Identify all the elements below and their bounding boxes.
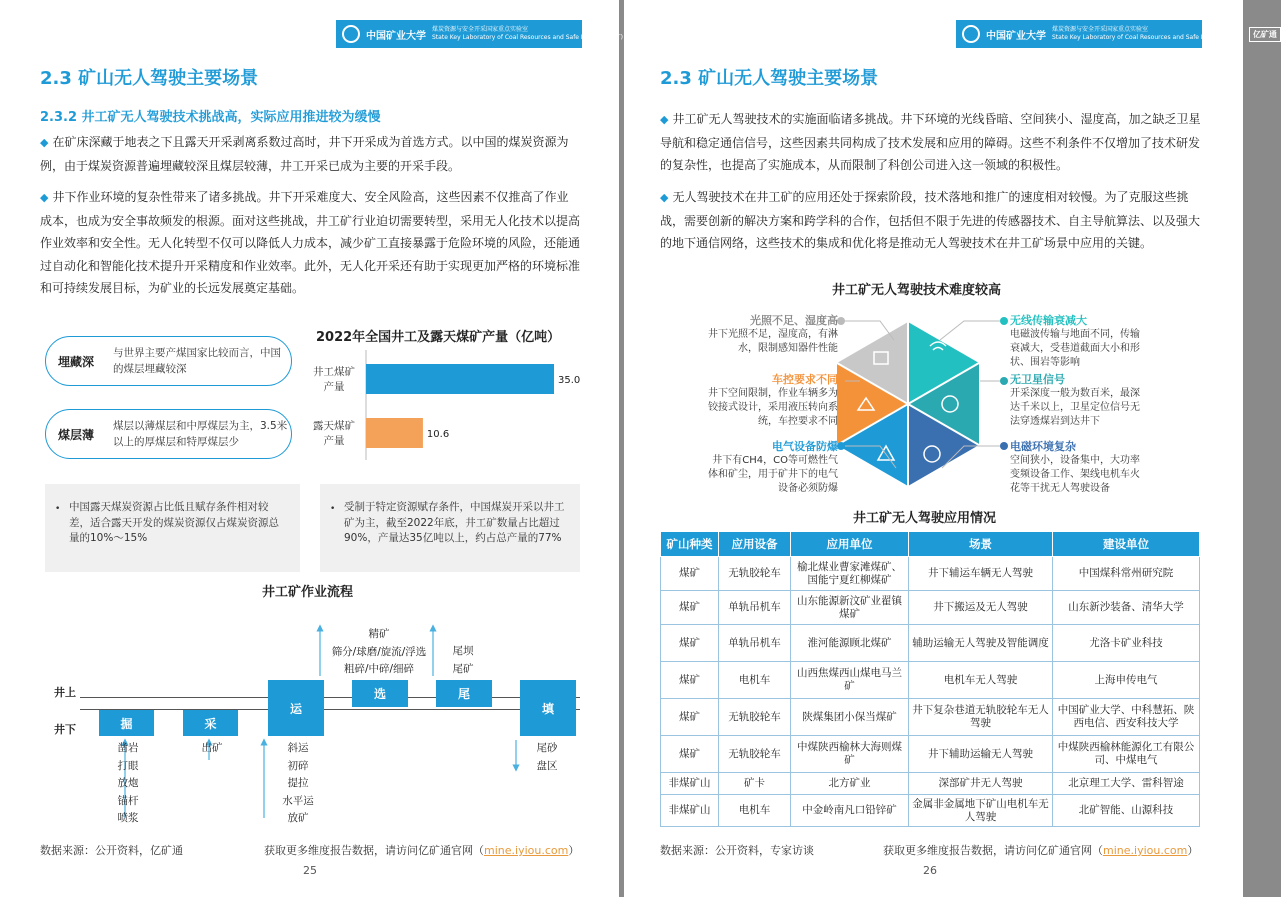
flow-step-cai: 采 <box>183 710 238 736</box>
section-title: 2.3 矿山无人驾驶主要场景 <box>40 68 259 89</box>
page-number: 26 <box>923 864 937 877</box>
flow-item-label: 尾砂 <box>536 742 558 754</box>
note-text: 中国露天煤炭资源占比低且赋存条件相对较差，适合露天开发的煤炭资源仅占煤炭资源总量的10%～15% <box>69 501 279 544</box>
category-label: 产量 <box>323 435 345 447</box>
more-info: 获取更多维度报告数据，请访问亿矿通官网（mine.iyiou.com） <box>883 844 1199 857</box>
lab-name: 煤炭资源与安全开采国家重点实验室 State Key Laboratory of Coal Resources and Safe Mining(CUMT) <box>432 26 623 41</box>
table-cell: 电机车 <box>719 662 791 699</box>
flow-title: 井工矿作业流程 <box>262 585 354 600</box>
bullet-dot-icon: • <box>55 504 61 514</box>
flow-item-label: 放炮 <box>117 777 139 789</box>
table-cell: 尤洛卡矿业科技 <box>1053 625 1200 662</box>
table-cell: 淮河能源顾北煤矿 <box>791 625 909 662</box>
table-cell: 上海申传电气 <box>1053 662 1200 699</box>
hex-label-explosion: 电气设备防爆 井下有CH4，CO等可燃性气体和矿尘，用于矿井下的电气设备必须防爆 <box>708 440 838 494</box>
lab-name: 煤炭资源与安全开采国家重点实验室 State Key Laboratory of Coal Resources and Safe Mining(CUMT) <box>1052 26 1243 41</box>
table-cell: 井下搬运及无人驾驶 <box>909 591 1053 625</box>
flow-step-jue: 掘 <box>99 710 154 736</box>
table-cell: 山西焦煤西山煤电马兰矿 <box>791 662 909 699</box>
flow-items-yun <box>270 740 326 828</box>
table-cell: 深部矿井无人驾驶 <box>909 773 1053 795</box>
table-header-row <box>661 532 1200 557</box>
flow-item-label: 初碎 <box>287 759 309 772</box>
table-cell: 井下复杂巷道无轨胶轮车无人驾驶 <box>909 699 1053 736</box>
flow-item-label: 筛分/球磨/旋流/浮选 <box>331 645 427 658</box>
table-cell: 中国矿业大学、中科慧拓、陕西电信、西安科技大学 <box>1053 699 1200 736</box>
table-cell: 煤矿 <box>661 591 719 625</box>
table-cell: 北方矿业 <box>791 773 909 795</box>
table-cell: 无轨胶轮车 <box>719 699 791 736</box>
above-ground-label: 井上 <box>54 686 76 699</box>
connector-dot <box>837 442 845 450</box>
flow-items-jue <box>110 740 146 828</box>
university-name: 中国矿业大学 <box>366 30 426 42</box>
table-cell: 榆北煤业曹家滩煤矿、国能宁夏红柳煤矿 <box>791 557 909 591</box>
connector-dot <box>1000 317 1008 325</box>
table-cell: 金属非金属地下矿山电机车无人驾驶 <box>909 795 1053 827</box>
page-number: 25 <box>303 864 317 877</box>
table-cell: 陕煤集团小保当煤矿 <box>791 699 909 736</box>
connector-dot <box>837 377 845 385</box>
flow-item-label: 斜运 <box>287 742 309 754</box>
bullet-diamond-icon: ◆ <box>40 136 49 149</box>
flow-items-cai <box>194 740 230 758</box>
category-label: 露天煤矿 <box>313 420 355 432</box>
flow-item-label: 喷浆 <box>117 812 139 824</box>
table-row <box>661 773 1200 795</box>
hex-label-electromagnetic: 电磁环境复杂 空间狭小，设备集中，大功率变频设备工作、架线电机车火花等干扰无人驾驶设备 <box>1010 440 1140 494</box>
brand-logo: 亿矿通 <box>1249 27 1281 42</box>
table-cell: 井下辅助运输无人驾驶 <box>909 736 1053 773</box>
bar-value-label: 35.0 <box>558 375 581 386</box>
table-cell: 煤矿 <box>661 557 719 591</box>
pill-text: 与世界主要产煤国家比较而言，中国的煤层埋藏较深 <box>113 347 281 375</box>
table-row <box>661 591 1200 625</box>
flow-item-label: 凿岩 <box>117 742 139 754</box>
table-cell: 煤矿 <box>661 625 719 662</box>
table-header: 应用设备 <box>719 532 791 557</box>
flow-item-label: 打眼 <box>117 759 139 772</box>
table-cell: 山东能源新汶矿业翟镇煤矿 <box>791 591 909 625</box>
table-cell: 中金岭南凡口铅锌矿 <box>791 795 909 827</box>
table-cell: 辅助运输无人驾驶及智能调度 <box>909 625 1053 662</box>
chart-title: 2022年全国井工及露天煤矿产量（亿吨） <box>316 330 561 345</box>
table-header: 场景 <box>909 532 1053 557</box>
section-title: 2.3 矿山无人驾驶主要场景 <box>660 68 879 89</box>
bullet-diamond-icon: ◆ <box>40 191 49 204</box>
hex-label-lighting: 光照不足、湿度高 井下光照不足，湿度高，有淋水，限制感知器件性能 <box>708 314 838 354</box>
flow-item-label: 出矿 <box>201 742 223 754</box>
table-cell: 非煤矿山 <box>661 773 719 795</box>
paragraph: ◆ 井工矿无人驾驶技术的实施面临诸多挑战。井下环境的光线昏暗、空间狭小、湿度高，加之缺乏卫星导航和稳定通信信号，这些因素共同构成了技术发展和应用的障碍。这些不利条件不仅增加了技术研发的复杂性，也提高了实施成本，从而限制了科创公司进入这一领域的积极性。 <box>660 112 1201 172</box>
table-cell: 井下辅运车辆无人驾驶 <box>909 557 1053 591</box>
bullet-dot-icon: • <box>330 504 336 514</box>
pill-tag: 埋藏深 <box>58 354 95 369</box>
flow-item-label: 放矿 <box>287 812 309 824</box>
note-text: 受制于特定资源赋存条件，中国煤炭开采以井工矿为主，截至2022年底，井工矿数量占比超过90%，产量达35亿吨以上，约占总产量的77% <box>344 501 565 544</box>
table-cell: 单轨吊机车 <box>719 625 791 662</box>
flow-item-label: 盘区 <box>536 759 558 772</box>
university-name: 中国矿业大学 <box>986 30 1046 42</box>
underground-label: 井下 <box>54 723 76 736</box>
table-cell: 电机车 <box>719 795 791 827</box>
table-cell: 非煤矿山 <box>661 795 719 827</box>
connector-dot <box>1000 377 1008 385</box>
subsection-title: 2.3.2 井工矿无人驾驶技术挑战高，实际应用推进较为缓慢 <box>40 110 381 125</box>
table-title: 井工矿无人驾驶应用情况 <box>853 511 997 526</box>
flow-items-xuan <box>320 626 438 679</box>
table-row <box>661 662 1200 699</box>
flow-step-xuan: 选 <box>352 680 408 707</box>
bullet-diamond-icon: ◆ <box>660 191 669 204</box>
table-row <box>661 625 1200 662</box>
flow-item-label: 尾坝 <box>452 645 474 657</box>
connector-dot <box>1000 442 1008 450</box>
website-link[interactable]: mine.iyiou.com <box>1103 844 1188 857</box>
table-cell: 北矿智能、山源科技 <box>1053 795 1200 827</box>
table-cell: 电机车无人驾驶 <box>909 662 1053 699</box>
flow-step-yun: 运 <box>268 680 324 736</box>
header-logo-banner <box>956 20 1277 48</box>
pill-text: 煤层以薄煤层和中厚煤层为主，3.5米以上的厚煤层和特厚煤层少 <box>113 420 288 448</box>
flow-item-label: 精矿 <box>368 628 390 640</box>
university-seal-icon <box>962 25 980 43</box>
table-header: 应用单位 <box>791 532 909 557</box>
table-header: 建设单位 <box>1053 532 1200 557</box>
table-cell: 山东新沙装备、清华大学 <box>1053 591 1200 625</box>
table-cell: 中煤陕西榆林大海则煤矿 <box>791 736 909 773</box>
table-cell: 无轨胶轮车 <box>719 736 791 773</box>
flow-item-label: 粗碎/中碎/细碎 <box>343 663 415 675</box>
hex-label-satellite: 无卫星信号 开采深度一般为数百米，最深达千米以上，卫星定位信号无法穿透煤岩到达井下 <box>1010 373 1140 427</box>
pill-tag: 煤层薄 <box>58 427 95 442</box>
table-row <box>661 795 1200 827</box>
table-cell: 无轨胶轮车 <box>719 557 791 591</box>
data-source: 数据来源：公开资料，专家访谈 <box>660 844 814 857</box>
table-cell: 北京理工大学、雷科智途 <box>1053 773 1200 795</box>
table-cell: 煤矿 <box>661 699 719 736</box>
website-link[interactable]: mine.iyiou.com <box>484 844 569 857</box>
table-cell: 煤矿 <box>661 736 719 773</box>
hex-graphic-title: 井工矿无人驾驶技术难度较高 <box>832 283 1002 298</box>
table-cell: 中国煤科常州研究院 <box>1053 557 1200 591</box>
hex-label-vehicle-control: 车控要求不同 井下空间限制，作业车辆多为铰接式设计，采用液压转向系统，车控要求不同 <box>708 373 838 427</box>
bullet-diamond-icon: ◆ <box>660 113 669 126</box>
application-table <box>660 531 1200 827</box>
data-source: 数据来源：公开资料，亿矿通 <box>40 844 183 857</box>
flow-item-label: 水平运 <box>282 794 314 807</box>
category-label: 产量 <box>323 381 345 393</box>
table-cell: 矿卡 <box>719 773 791 795</box>
category-label: 井工煤矿 <box>313 366 355 378</box>
paragraph: ◆ 无人驾驶技术在井工矿的应用还处于探索阶段，技术落地和推广的速度相对较慢。为了克服这些挑战，需要创新的解决方案和跨学科的合作，包括但不限于先进的传感器技术、自主导航算法、以及强大的地下通信网络，这些技术的集成和优化将是推动无人驾驶技术在井工矿场景中应用的关键。 <box>660 190 1201 250</box>
table-cell: 煤矿 <box>661 662 719 699</box>
more-info: 获取更多维度报告数据，请访问亿矿通官网（mine.iyiou.com） <box>264 844 580 857</box>
flow-items-tian <box>532 740 562 775</box>
flow-step-tian: 填 <box>520 680 576 736</box>
table-row <box>661 736 1200 773</box>
flow-item-label: 尾矿 <box>452 662 474 675</box>
table-row <box>661 699 1200 736</box>
bar-value-label: 10.6 <box>426 429 450 440</box>
flow-item-label: 锚杆 <box>117 794 139 807</box>
paragraph: ◆ 在矿床深藏于地表之下且露天开采剥离系数过高时，井下开采成为首选方式。以中国的煤炭资源为例，由于煤炭资源普遍埋藏较深且煤层较薄，井工开采已成为主要的开采手段。 <box>40 135 569 173</box>
table-row <box>661 557 1200 591</box>
connector-dot <box>837 317 845 325</box>
table-cell: 中煤陕西榆林能源化工有限公司、中煤电气 <box>1053 736 1200 773</box>
page-left <box>0 0 623 897</box>
table-header: 矿山种类 <box>661 532 719 557</box>
table-cell: 单轨吊机车 <box>719 591 791 625</box>
flow-items-wei <box>448 643 478 678</box>
flow-item-label: 提拉 <box>287 777 309 789</box>
paragraph: ◆ 井下作业环境的复杂性带来了诸多挑战。井下开采难度大、安全风险高，这些因素不仅推高了作业成本，也成为安全事故频发的根源。面对这些挑战，井工矿行业迫切需要转型，采用无人化技术以提高作业效率和安全性。无人化转型不仅可以降低人力成本，减少矿工直接暴露于危险环境的风险，还能通过自动化和智能化技术提升开采精度和作业效率。此外，无人化开采还有助于实现更加严格的环境标准和可持续发展目标，为矿业的长远发展奠定基础。 <box>40 190 581 295</box>
hex-label-wireless: 无线传输衰减大 电磁波传输与地面不同，传输衰减大，受巷道截面大小和形状、围岩等影响 <box>1010 314 1140 368</box>
flow-step-wei: 尾 <box>436 680 492 707</box>
